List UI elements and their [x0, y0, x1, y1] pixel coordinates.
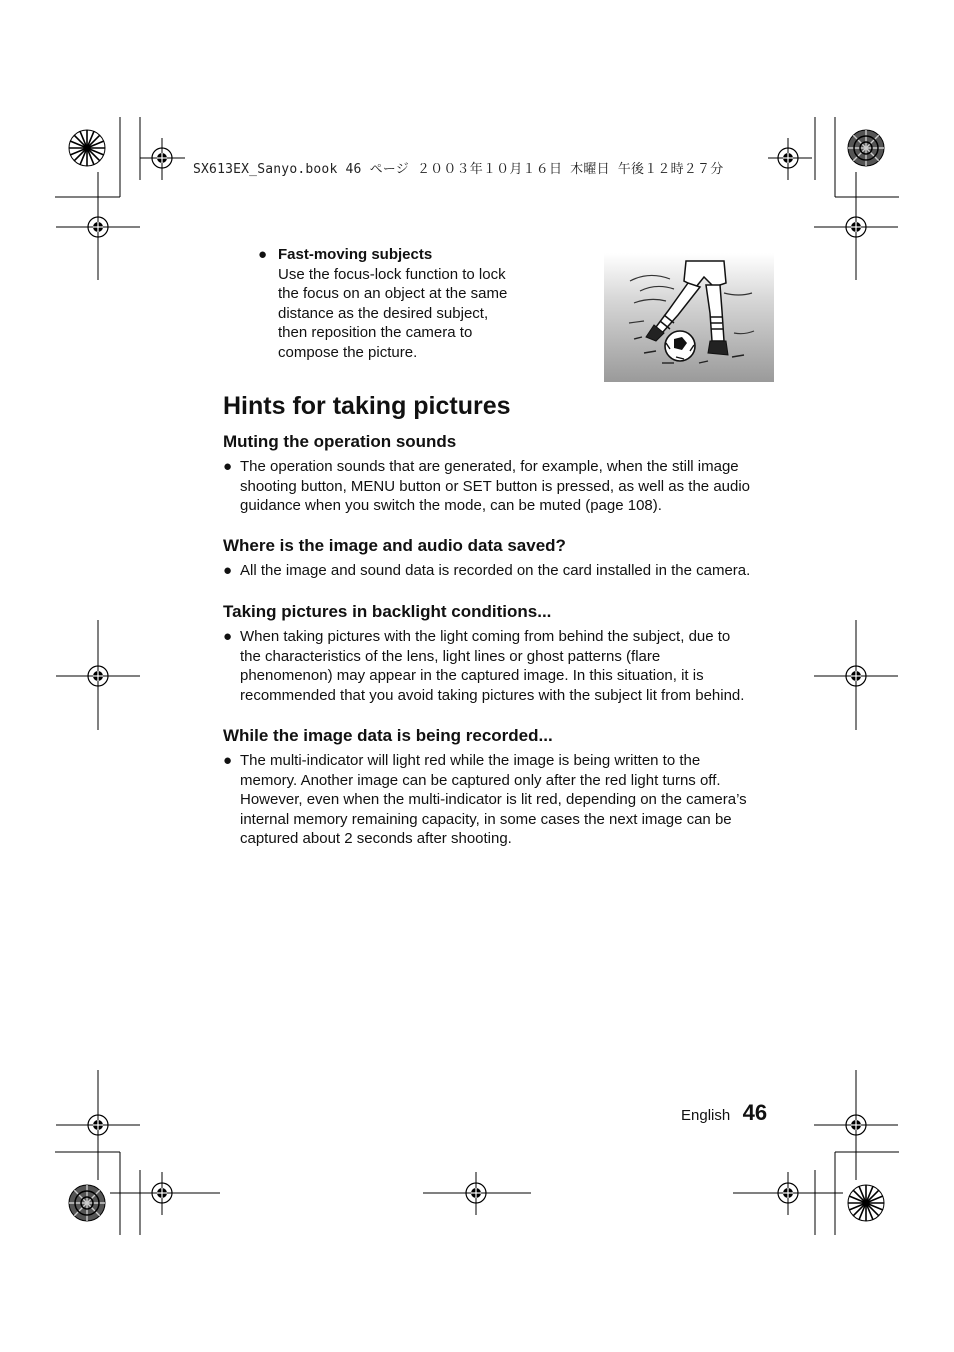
text-line: memory. Another image can be captured only after the red light turns off. [240, 771, 721, 789]
fast-moving-line: the focus on an object at the same [278, 285, 508, 302]
section-data-saved [223, 535, 783, 581]
list-item [223, 751, 783, 849]
bullet: ● [223, 458, 233, 475]
section-muting [223, 431, 783, 516]
page-title: Hints for taking pictures [223, 392, 511, 420]
fast-moving-line: Use the focus-lock function to lock [278, 265, 506, 283]
fast-moving-line: distance as the desired subject, [278, 304, 489, 322]
fast-moving-subjects-item [258, 245, 588, 362]
text-line: However, even when the multi-indicator is lit red, depending on the camera’s [240, 791, 747, 808]
list-item [223, 561, 783, 581]
bullet: ● [223, 628, 233, 645]
fast-moving-title: Fast-moving subjects [278, 246, 433, 263]
soccer-kick-illustration [604, 253, 774, 382]
bullet: ● [258, 246, 268, 263]
text-line: The multi-indicator will light red while the image is being written to the [240, 752, 701, 769]
text-line: guidance when you switch the mode, can be muted (page 108). [240, 497, 662, 514]
text-line: When taking pictures with the light coming from behind the subject, due to [240, 628, 731, 645]
list-item [223, 627, 783, 705]
text-line: The operation sounds that are generated, for example, when the still image [240, 458, 739, 475]
section-backlight [223, 601, 783, 705]
page-number: 46 [742, 1100, 768, 1125]
text-line: captured about 2 seconds after shooting. [240, 830, 512, 847]
section-heading: While the image data is being recorded... [223, 726, 553, 745]
text-line: the characteristics of the lens, light lines or ghost patterns (flare [240, 647, 661, 665]
section-heading: Muting the operation sounds [223, 432, 457, 451]
bullet: ● [223, 562, 233, 579]
text-line: All the image and sound data is recorded on the card installed in the camera. [240, 562, 751, 579]
section-heading: Taking pictures in backlight conditions... [223, 602, 552, 621]
text-line: recommended that you avoid taking pictures with the subject lit from behind. [240, 686, 745, 704]
section-heading: Where is the image and audio data saved? [223, 536, 566, 555]
list-item [223, 457, 783, 516]
text-line: phenomenon) may appear in the captured image. In this situation, it is [240, 667, 704, 684]
running-head: SX613EX_Sanyo.book 46 ページ ２００３年１０月１６日 木曜日 午後１２時２７分 [193, 162, 724, 177]
section-recording [223, 725, 783, 849]
fast-moving-line: then reposition the camera to [278, 324, 473, 341]
bullet: ● [223, 752, 233, 769]
text-line: shooting button, MENU button or SET button is pressed, as well as the audio [240, 477, 751, 495]
text-line: internal memory remaining capacity, in some cases the next image can be [240, 810, 732, 828]
footer-language: English [681, 1107, 731, 1124]
fast-moving-line: compose the picture. [278, 343, 418, 361]
page-footer [681, 1100, 767, 1126]
